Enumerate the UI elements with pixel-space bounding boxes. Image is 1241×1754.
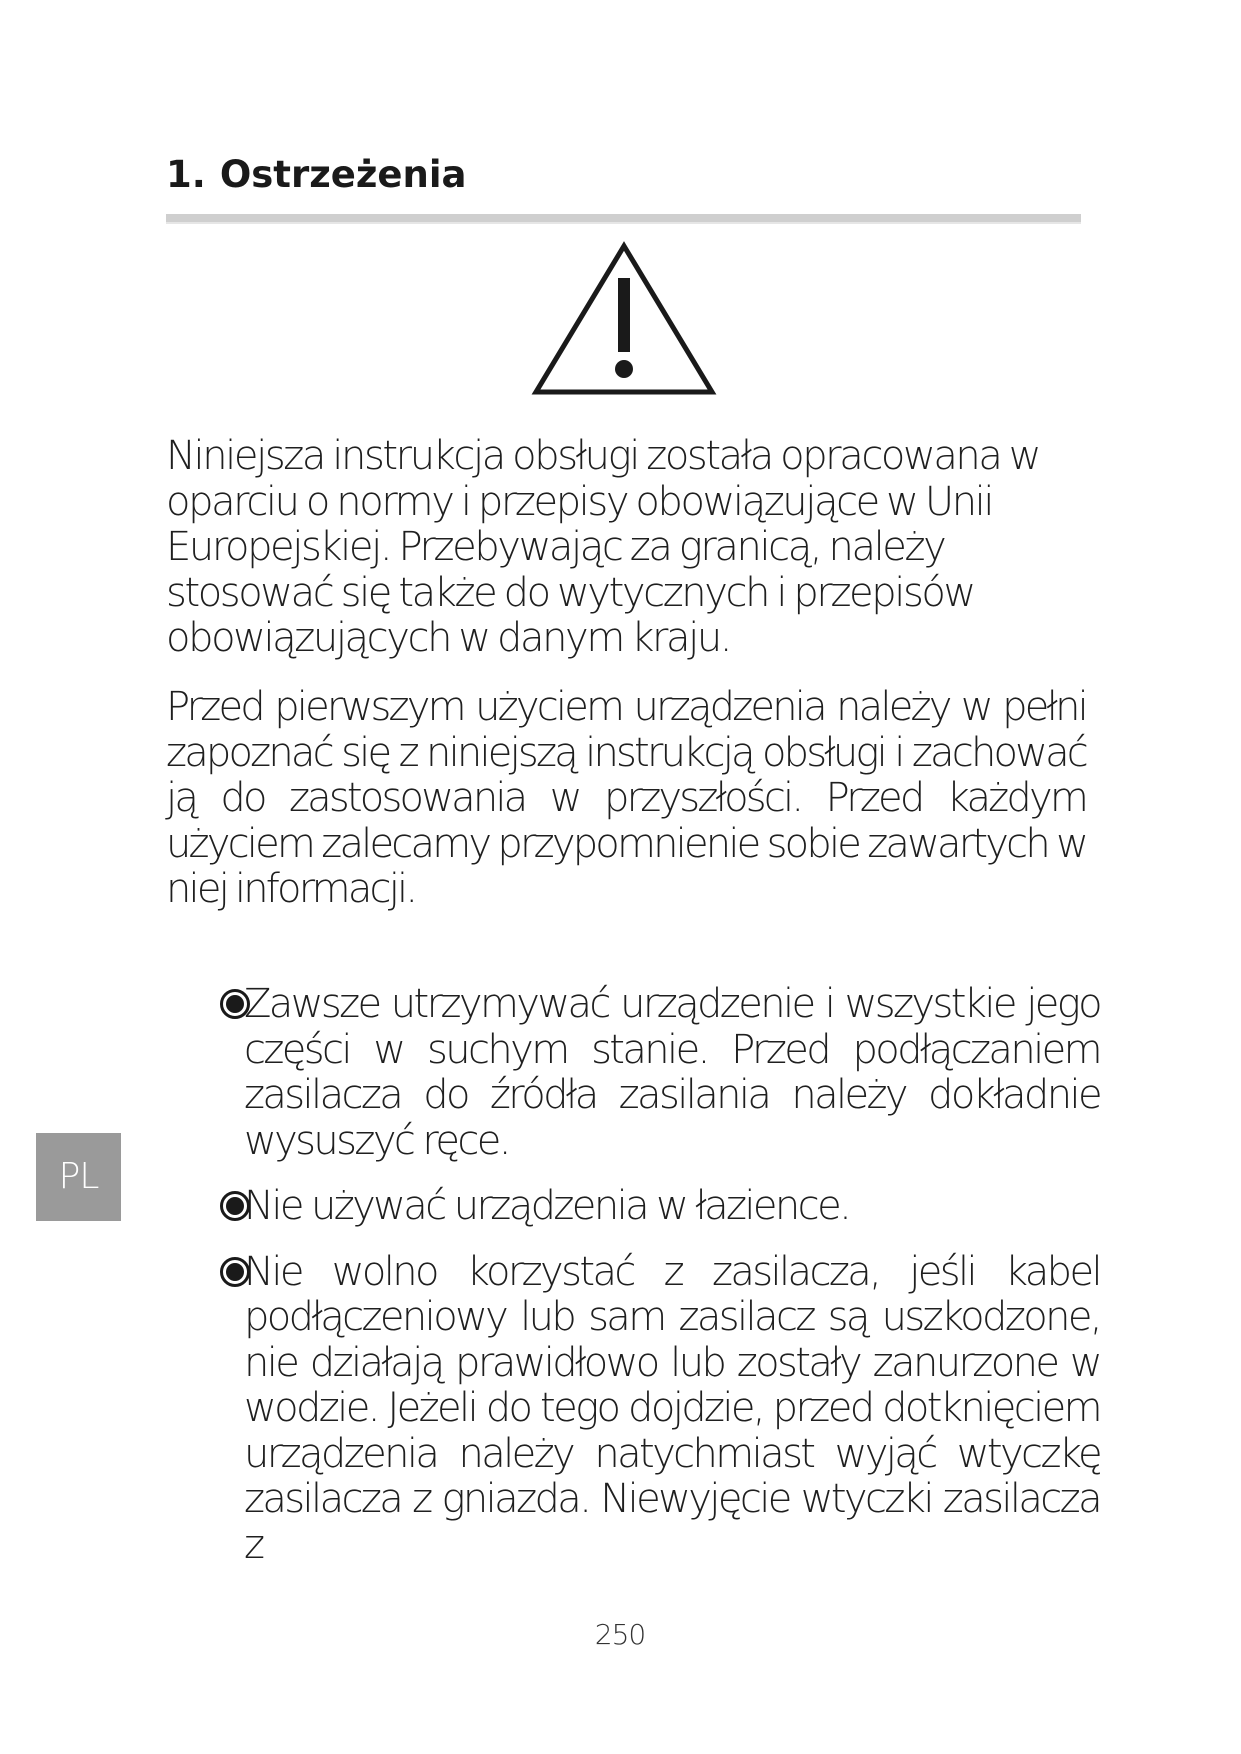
section-number: 1. xyxy=(166,153,206,196)
warning-list xyxy=(220,982,1100,1588)
bullet-circle-icon xyxy=(220,989,250,1019)
page-number: 250 xyxy=(594,1618,646,1651)
intro-paragraph: Niniejsza instrukcja obsługi została opracowana w oparciu o normy i przepisy obowiązujące w Unii Europejskiej. Przebywając za granicą, należy stosować się także do wytycznych i przepisów obowiązujących w danym kraju. xyxy=(166,433,1040,661)
list-item xyxy=(220,982,1100,1164)
section-title: Ostrzeżenia xyxy=(219,153,467,196)
list-item-text: Nie używać urządzenia w łazience. xyxy=(244,1183,850,1229)
section-heading xyxy=(166,153,466,197)
list-item-text: Nie wolno korzystać z zasilacza, jeśli kabel podłączeniowy lub sam zasilacz są uszkodzone, nie działają prawidłowo lub zostały zanurzone w wodzie. Jeżeli do tego dojdzie, przed dotknięciem urządzenia należy natychmiast wyjąć wtyczkę zasilacza z gniazda. Niewyjęcie wtyczki zasilacza z xyxy=(244,1248,1100,1568)
warning-triangle-icon xyxy=(530,240,718,400)
language-tab: PL xyxy=(36,1133,121,1221)
list-item xyxy=(220,1250,1100,1569)
list-item-text: Zawsze utrzymywać urządzenie i wszystkie jego części w suchym stanie. Przed podłączaniem zasilacza do źródła zasilania należy dokładnie wysuszyć ręce. xyxy=(244,981,1100,1164)
usage-paragraph: Przed pierwszym użyciem urządzenia należy w pełni zapoznać się z niniejszą instrukcją obsługi i zachować ją do zastosowania w przyszłości. Przed każdym użyciem zalecamy przypomnienie sobie zawartych w niej informacji. xyxy=(166,684,1086,912)
bullet-circle-icon xyxy=(220,1191,250,1221)
heading-divider xyxy=(166,214,1081,224)
bullet-circle-icon xyxy=(220,1257,250,1287)
list-item xyxy=(220,1184,1100,1230)
